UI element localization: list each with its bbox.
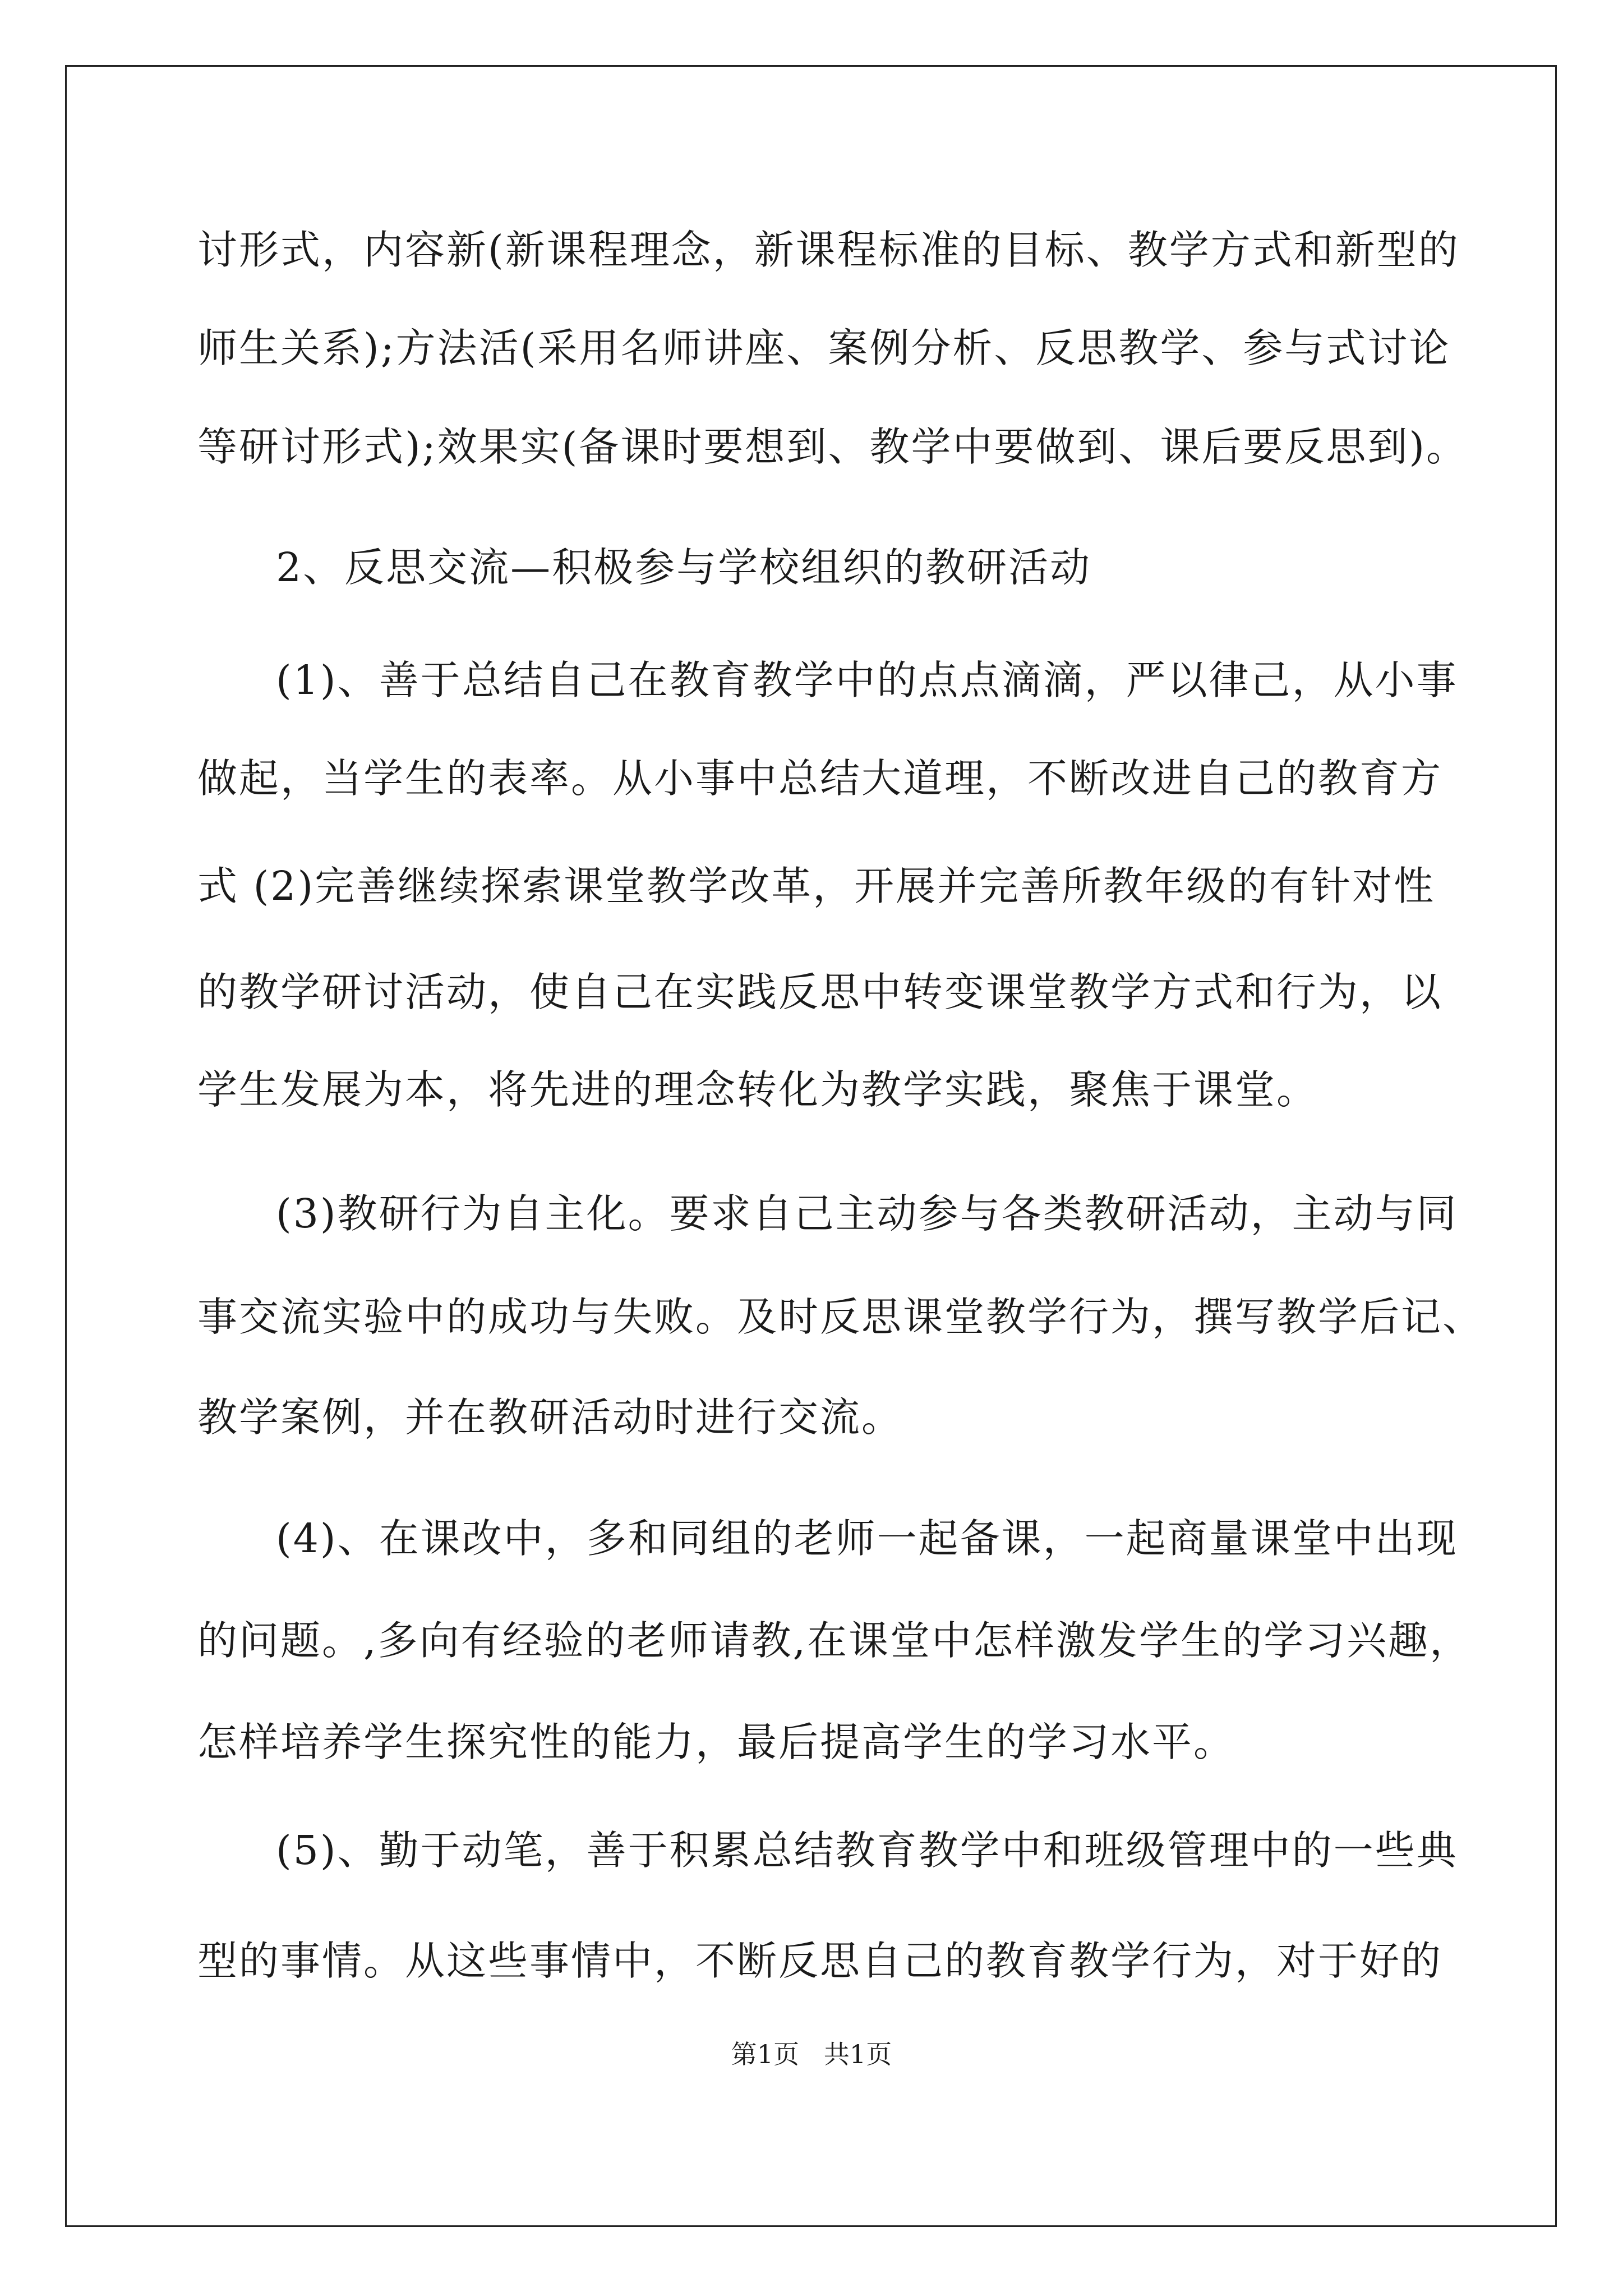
- body-text-line: (3)教研行为自主化。要求自己主动参与各类教研活动，主动与同: [276, 1190, 1458, 1237]
- body-text-line: (1)、善于总结自己在教育教学中的点点滴滴，严以律己，从小事: [276, 657, 1458, 703]
- body-text-line: 教学案例，并在教研活动时进行交流。: [197, 1394, 903, 1441]
- body-text-line: 讨形式，内容新(新课程理念，新课程标准的目标、教学方式和新型的: [197, 227, 1460, 273]
- body-text-line: (5)、勤于动笔，善于积累总结教育教学中和班级管理中的一些典: [276, 1827, 1458, 1874]
- body-text-line: 怎样培养学生探究性的能力，最后提高学生的学习水平。: [197, 1719, 1235, 1765]
- body-text-line: (4)、在课改中，多和同组的老师一起备课，一起商量课堂中出现: [276, 1515, 1458, 1562]
- body-text-line: 等研讨形式);效果实(备课时要想到、教学中要做到、课后要反思到)。: [197, 424, 1468, 470]
- page-footer: 第1页 共1页: [731, 2039, 892, 2069]
- page-border: [65, 65, 1557, 2227]
- body-text-line: 型的事情。从这些事情中，不断反思自己的教育教学行为，对于好的: [197, 1938, 1443, 1984]
- body-text-line: 做起，当学生的表率。从小事中总结大道理，不断改进自己的教育方: [197, 755, 1443, 802]
- body-text-line: 的问题。,多向有经验的老师请教,在课堂中怎样激发学生的学习兴趣，: [197, 1617, 1472, 1664]
- body-text-line: 事交流实验中的成功与失败。及时反思课堂教学行为，撰写教学后记、: [197, 1294, 1484, 1340]
- section-heading: 2、反思交流—积极参与学校组织的教研活动: [276, 544, 1092, 591]
- body-text-line: 师生关系);方法活(采用名师讲座、案例分析、反思教学、参与式讨论: [197, 325, 1451, 371]
- body-text-line: 学生发展为本，将先进的理念转化为教学实践，聚焦于课堂。: [197, 1066, 1318, 1113]
- body-text-line: 的教学研讨活动，使自己在实践反思中转变课堂教学方式和行为，以: [197, 969, 1443, 1015]
- body-text-line: 式 (2)完善继续探索课堂教学改革，开展并完善所教年级的有针对性: [197, 863, 1436, 909]
